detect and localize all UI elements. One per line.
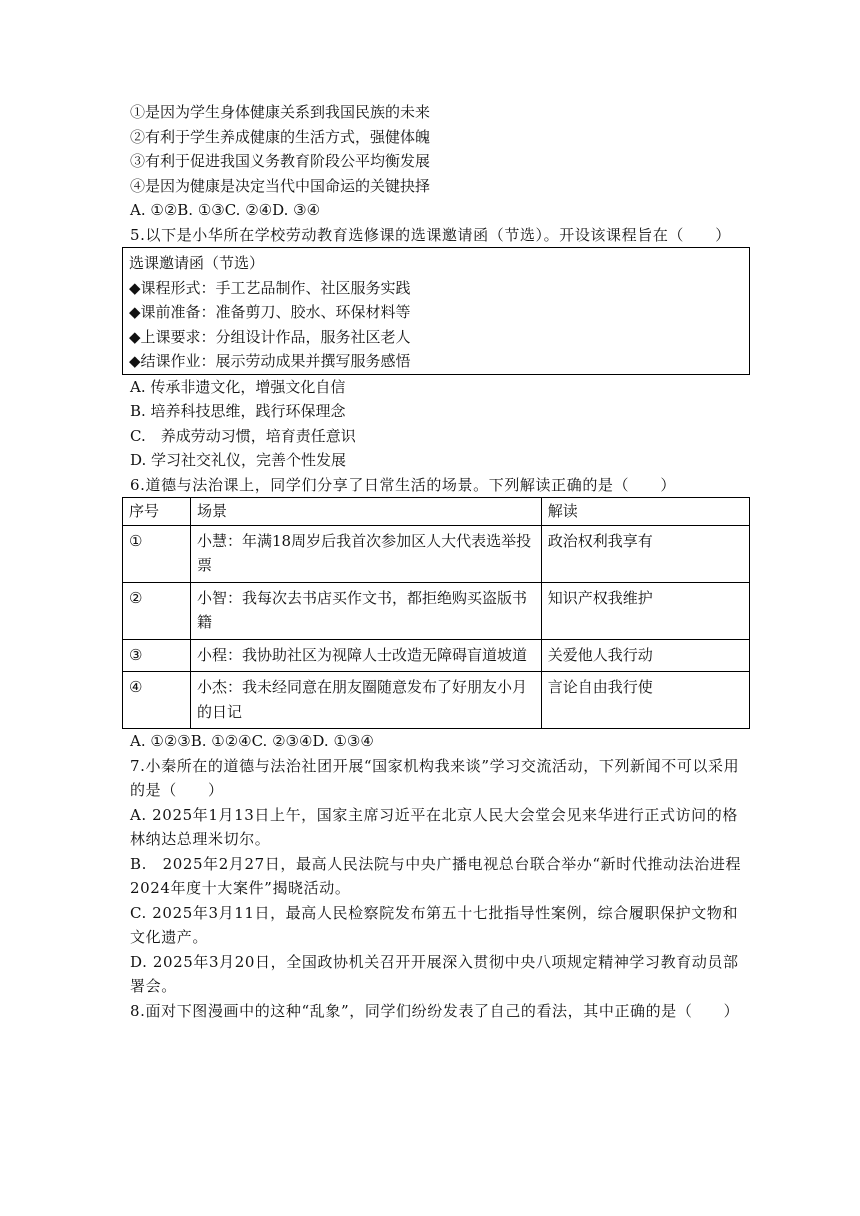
scene-table — [122, 497, 750, 729]
invitation-item: ◆上课要求：分组设计作品，服务社区老人 — [129, 327, 411, 346]
invitation-item: ◆课程形式：手工艺品制作、社区服务实践 — [129, 278, 411, 297]
q4-item: ②有利于学生养成健康的生活方式，强健体魄 — [130, 127, 431, 146]
q7-option: D. 2025年3月20日，全国政协机关召开开展深入贯彻中央八项规定精神学习教育动员部署会。 — [130, 952, 739, 995]
table-cell: 言论自由我行使 — [541, 672, 749, 729]
q8-stem: 8.面对下图漫画中的这种“乱象”，同学们纷纷发表了自己的看法，其中正确的是（ ） — [130, 1001, 740, 1020]
table-row — [123, 525, 750, 582]
q4-item: ③有利于促进我国义务教育阶段公平均衡发展 — [130, 152, 431, 170]
q4-item: ④是因为健康是决定当代中国命运的关键抉择 — [130, 176, 431, 195]
table-row — [123, 639, 750, 672]
q7-option: C. 2025年3月11日，最高人民检察院发布第五十七批指导性案例，综合履职保护文物和文化遗产。 — [130, 903, 739, 946]
q6-options: A. ①②③B. ①②④C. ②③④D. ①③④ — [130, 732, 374, 750]
table-cell: 小程：我协助社区为视障人士改造无障碍盲道坡道 — [191, 639, 542, 672]
q5-option: B. 培养科技思维，践行环保理念 — [130, 402, 346, 420]
q5-option: D. 学习社交礼仪，完善个性发展 — [130, 451, 347, 469]
table-cell: 小杰：我未经同意在朋友圈随意发布了好朋友小月的日记 — [191, 672, 542, 729]
q7-stem: 7.小秦所在的道德与法治社团开展“国家机构我来谈”学习交流活动，下列新闻不可以采用的是（ ） — [130, 756, 740, 799]
invitation-box — [122, 247, 750, 375]
table-cell: 知识产权我维护 — [541, 582, 749, 639]
table-cell: 政治权利我享有 — [541, 525, 749, 582]
q5-option: A. 传承非遗文化，增强文化自信 — [130, 377, 346, 396]
table-cell: ④ — [123, 672, 191, 729]
table-cell: 小慧：年满18周岁后我首次参加区人大代表选举投票 — [191, 525, 542, 582]
q5-option: C. 养成劳动习惯，培育责任意识 — [130, 426, 356, 445]
table-header: 解读 — [541, 498, 749, 526]
table-cell: ① — [123, 525, 191, 582]
q6-stem: 6.道德与法治课上，同学们分享了日常生活的场景。下列解读正确的是（ ） — [130, 475, 676, 494]
q5-stem: 5.以下是小华所在学校劳动教育选修课的选课邀请函（节选）。开设该课程旨在（ ） — [130, 225, 731, 244]
table-row — [123, 582, 750, 639]
table-cell: ② — [123, 582, 191, 639]
table-header: 序号 — [123, 498, 191, 526]
invitation-title: 选课邀请函（节选） — [129, 254, 265, 272]
q4-options: A. ①②B. ①③C. ②④D. ③④ — [130, 201, 321, 219]
table-header: 场景 — [191, 498, 542, 526]
table-cell: ③ — [123, 639, 191, 672]
invitation-item: ◆结课作业：展示劳动成果并撰写服务感悟 — [129, 352, 411, 370]
q7-option: B. 2025年2月27日，最高人民法院与中央广播电视总台联合举办“新时代推动法治进程2024年度十大案件”揭晓活动。 — [130, 854, 742, 897]
q7-option: A. 2025年1月13日上午，国家主席习近平在北京人民大会堂会见来华进行正式访问的格林纳达总理米切尔。 — [130, 805, 738, 848]
table-cell: 关爱他人我行动 — [541, 639, 749, 672]
table-row — [123, 672, 750, 729]
table-header-row — [123, 498, 750, 526]
question-page — [130, 100, 750, 1023]
q4-item: ①是因为学生身体健康关系到我国民族的未来 — [130, 103, 431, 121]
q4-items — [130, 100, 750, 198]
invitation-item: ◆课前准备：准备剪刀、胶水、环保材料等 — [129, 303, 411, 321]
table-cell: 小智：我每次去书店买作文书，都拒绝购买盗版书籍 — [191, 582, 542, 639]
